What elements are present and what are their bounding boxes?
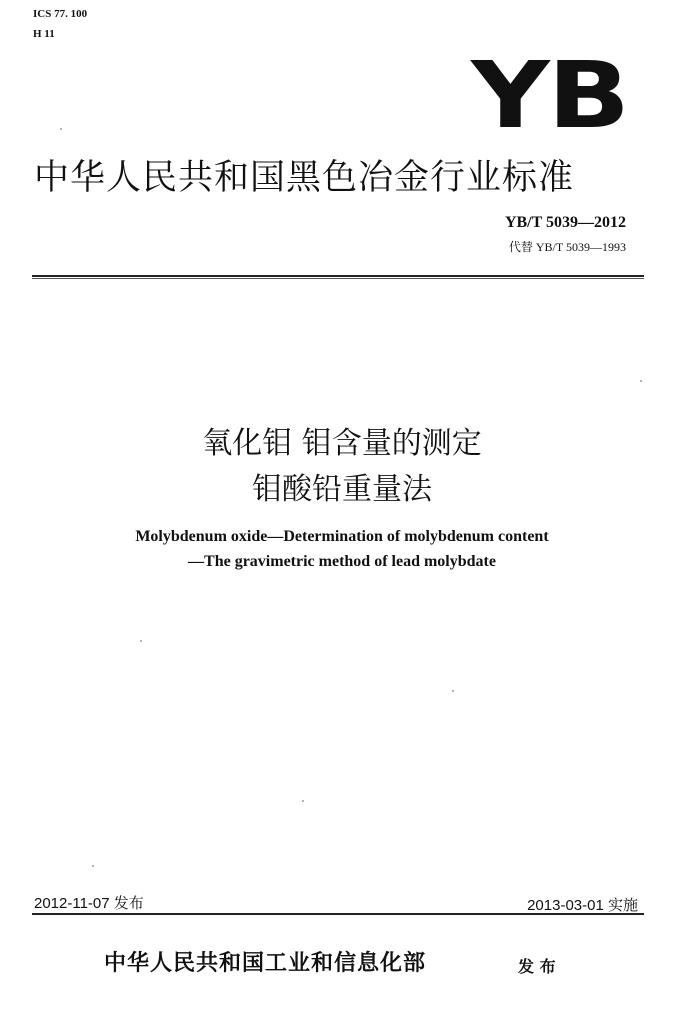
- implementation-date: 2013-03-01 实施: [527, 897, 638, 914]
- scan-speck: [640, 380, 642, 382]
- issue-date: 2012-11-07 发布: [34, 895, 144, 912]
- scan-speck: [302, 800, 304, 802]
- header-divider-thin: [32, 278, 644, 279]
- classification-code: H 11: [33, 28, 55, 40]
- footer-divider: [32, 913, 644, 915]
- yb-logo: YB: [471, 42, 628, 149]
- publish-label: 发 布: [518, 957, 556, 976]
- scan-speck: [60, 128, 62, 130]
- ics-code: ICS 77. 100: [33, 8, 88, 20]
- header-divider: [32, 275, 644, 277]
- scan-speck: [92, 865, 94, 867]
- standard-category-title: 中华人民共和国黑色冶金行业标准: [34, 158, 575, 198]
- scan-speck: [452, 690, 454, 692]
- standard-number: YB/T 5039—2012: [504, 214, 626, 231]
- english-title-line2: —The gravimetric method of lead molybdate: [188, 553, 496, 570]
- publisher: 中华人民共和国工业和信息化部: [104, 950, 427, 976]
- scan-speck: [140, 640, 142, 642]
- chinese-title-line2: 钼酸铅重量法: [252, 472, 432, 507]
- chinese-title-line1: 氧化钼 钼含量的测定: [202, 426, 482, 461]
- english-title-line1: Molybdenum oxide—Determination of molybdenum content: [135, 528, 549, 545]
- replaces-standard: 代替 YB/T 5039—1993: [508, 240, 626, 254]
